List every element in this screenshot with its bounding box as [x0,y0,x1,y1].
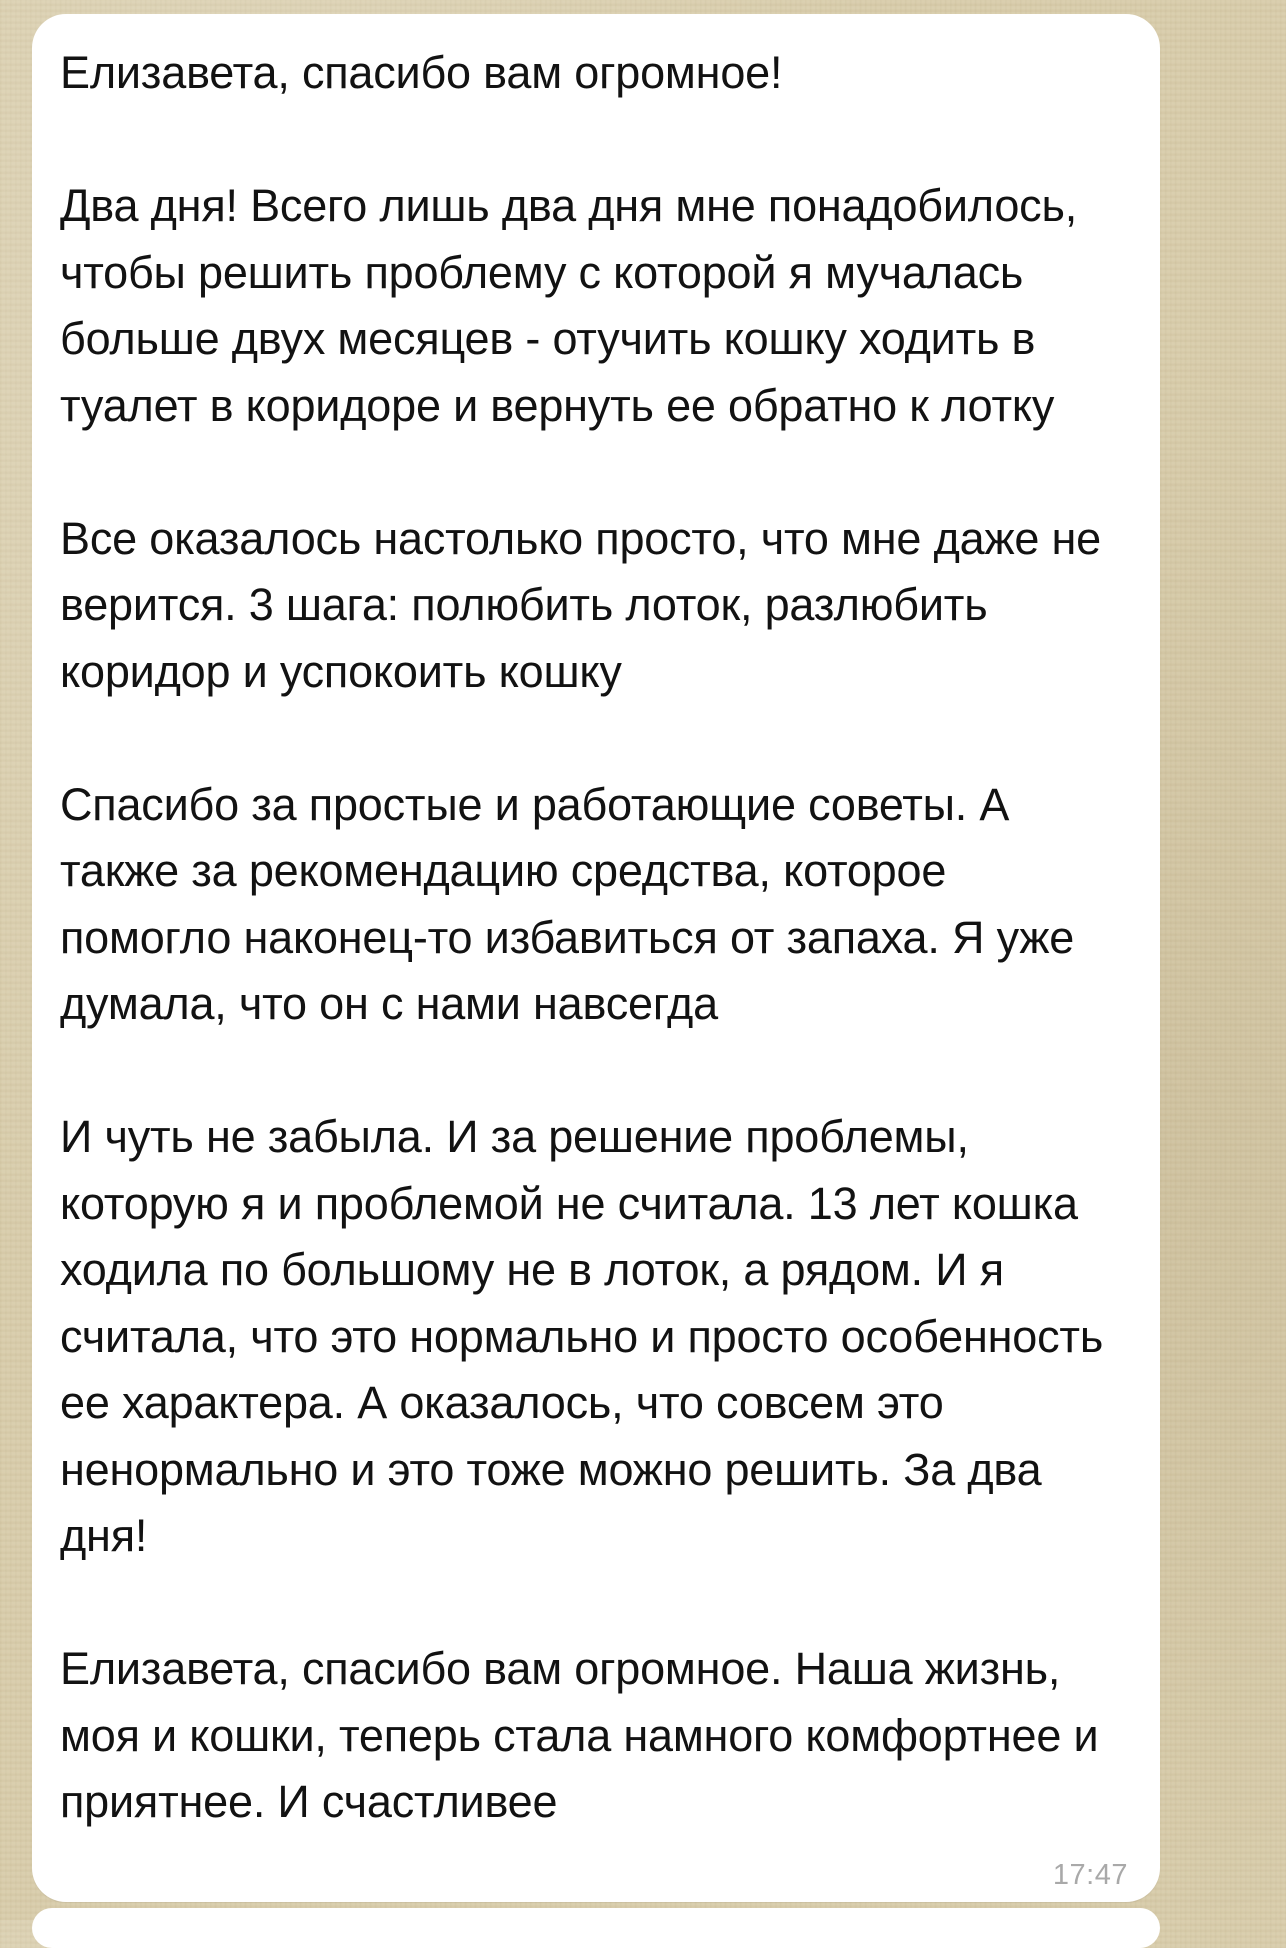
message-paragraph-5: И чуть не забыла. И за решение проблемы, которую я и проблемой не считала. 13 лет кошка ходила по большому не в лоток, а рядом. И я считала, что это нормально и просто особенность ее характера. А оказалось, что совсем это ненормально и это тоже можно решить. За два дня! [60,1111,1104,1561]
message-timestamp: 17:47 [1052,1859,1128,1891]
message-paragraph-3: Все оказалось настолько просто, что мне даже не верится. 3 шага: полюбить лоток, разлюбить коридор и успокоить кошку [60,512,1101,697]
message-paragraph-1: Елизавета, спасибо вам огромное! [60,47,783,98]
message-paragraph-2: Два дня! Всего лишь два дня мне понадобилось, чтобы решить проблему с которой я мучалась больше двух месяцев - отучить кошку ходить в туалет в коридоре и вернуть ее обратно к лотку [60,180,1078,431]
message-paragraph-6: Елизавета, спасибо вам огромное. Наша жизнь, моя и кошки, теперь стала намного комфортнее и приятнее. И счастливее [60,1643,1099,1827]
next-message-bubble[interactable] [32,1908,1160,1948]
message-text [60,40,1126,1836]
message-paragraph-4: Спасибо за простые и работающие советы. А также за рекомендацию средства, которое помогло наконец-то избавиться от запаха. Я уже думала, что он с нами навсегда [60,778,1075,1029]
message-bubble[interactable] [32,14,1160,1902]
